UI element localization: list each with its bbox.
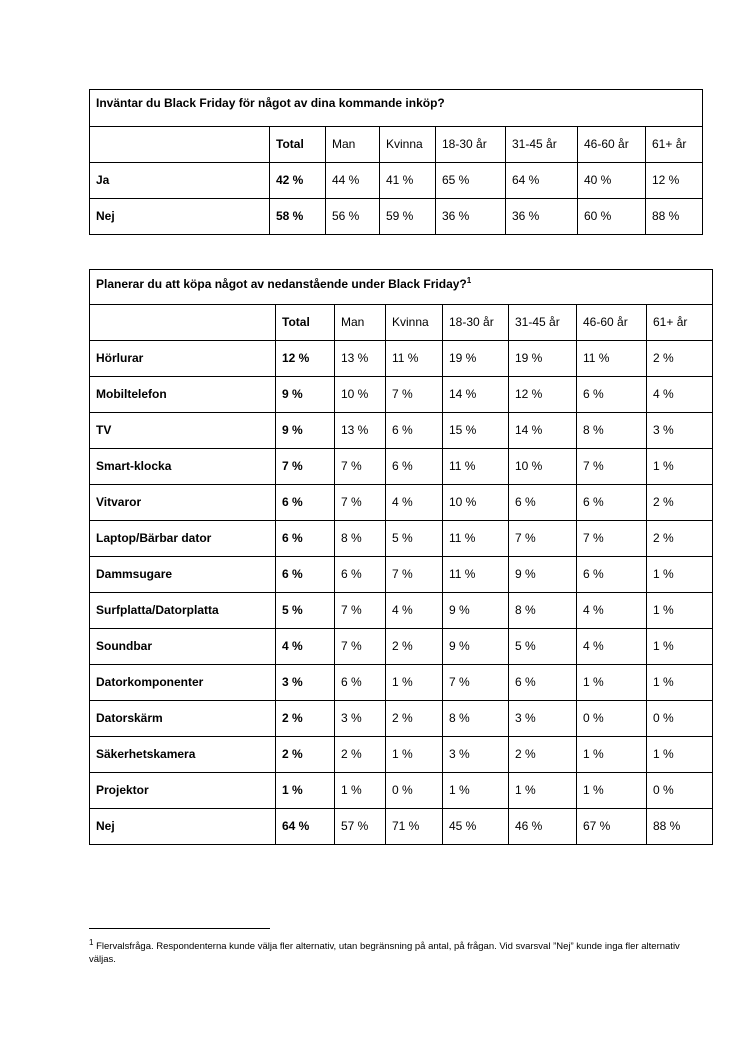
cell-value: 2 % — [647, 521, 713, 557]
cell-total: 6 % — [276, 521, 335, 557]
row-label: Vitvaror — [90, 485, 276, 521]
cell-total: 64 % — [276, 809, 335, 845]
cell-value: 3 % — [443, 737, 509, 773]
cell-value: 6 % — [577, 485, 647, 521]
cell-value: 3 % — [647, 413, 713, 449]
row-label: Dammsugare — [90, 557, 276, 593]
header-46-60: 46-60 år — [578, 127, 646, 163]
header-kvinna: Kvinna — [386, 305, 443, 341]
cell-total: 4 % — [276, 629, 335, 665]
header-total: Total — [276, 305, 335, 341]
table-row — [90, 413, 713, 449]
row-label: Nej — [90, 809, 276, 845]
row-label: Smart-klocka — [90, 449, 276, 485]
header-man: Man — [335, 305, 386, 341]
row-label: Mobiltelefon — [90, 377, 276, 413]
cell-value: 88 % — [647, 809, 713, 845]
table-row — [90, 665, 713, 701]
cell-value: 11 % — [443, 557, 509, 593]
cell-value: 44 % — [326, 163, 380, 199]
cell-value: 12 % — [646, 163, 703, 199]
cell-value: 10 % — [335, 377, 386, 413]
header-46-60: 46-60 år — [577, 305, 647, 341]
cell-value: 8 % — [509, 593, 577, 629]
footnote-ref: 1 — [466, 276, 472, 285]
table-row — [90, 593, 713, 629]
cell-value: 7 % — [335, 593, 386, 629]
cell-total: 6 % — [276, 485, 335, 521]
cell-value: 56 % — [326, 199, 380, 235]
cell-value: 6 % — [577, 377, 647, 413]
cell-value: 3 % — [335, 701, 386, 737]
cell-value: 12 % — [509, 377, 577, 413]
cell-value: 71 % — [386, 809, 443, 845]
footnote-separator — [89, 928, 270, 929]
cell-value: 6 % — [577, 557, 647, 593]
cell-value: 6 % — [509, 485, 577, 521]
cell-value: 1 % — [647, 593, 713, 629]
cell-value: 4 % — [647, 377, 713, 413]
table-title — [90, 270, 713, 305]
cell-value: 1 % — [443, 773, 509, 809]
cell-value: 13 % — [335, 413, 386, 449]
table-body — [90, 341, 713, 845]
cell-value: 19 % — [509, 341, 577, 377]
row-label: Projektor — [90, 773, 276, 809]
table-title: Inväntar du Black Friday för något av dina kommande inköp? — [90, 90, 703, 127]
cell-value: 3 % — [509, 701, 577, 737]
cell-value: 9 % — [443, 593, 509, 629]
table-row — [90, 773, 713, 809]
row-label: Soundbar — [90, 629, 276, 665]
row-label: Hörlurar — [90, 341, 276, 377]
row-label: Datorskärm — [90, 701, 276, 737]
header-18-30: 18-30 år — [436, 127, 506, 163]
cell-value: 6 % — [335, 557, 386, 593]
table-row — [90, 737, 713, 773]
cell-value: 88 % — [646, 199, 703, 235]
cell-value: 9 % — [443, 629, 509, 665]
cell-value: 14 % — [443, 377, 509, 413]
cell-value: 7 % — [386, 377, 443, 413]
cell-total: 3 % — [276, 665, 335, 701]
cell-value: 2 % — [335, 737, 386, 773]
cell-value: 46 % — [509, 809, 577, 845]
cell-value: 10 % — [443, 485, 509, 521]
cell-value: 7 % — [443, 665, 509, 701]
row-label: Ja — [90, 163, 270, 199]
cell-value: 41 % — [380, 163, 436, 199]
cell-total: 12 % — [276, 341, 335, 377]
cell-value: 5 % — [386, 521, 443, 557]
header-total: Total — [270, 127, 326, 163]
cell-value: 7 % — [509, 521, 577, 557]
cell-value: 36 % — [506, 199, 578, 235]
footnote-text: Flervalsfråga. Respondenterna kunde välja fler alternativ, utan begränsning på antal, på frågan. Vid svarsval ”Nej” kunde inga fler alternativ väljas. — [89, 941, 680, 966]
row-label: Nej — [90, 199, 270, 235]
header-31-45: 31-45 år — [509, 305, 577, 341]
cell-value: 11 % — [443, 449, 509, 485]
cell-value: 1 % — [647, 449, 713, 485]
table-row — [90, 449, 713, 485]
cell-total: 1 % — [276, 773, 335, 809]
cell-value: 60 % — [578, 199, 646, 235]
cell-value: 4 % — [577, 629, 647, 665]
cell-value: 6 % — [386, 449, 443, 485]
cell-value: 1 % — [386, 665, 443, 701]
cell-value: 1 % — [647, 557, 713, 593]
cell-value: 1 % — [577, 773, 647, 809]
cell-value: 45 % — [443, 809, 509, 845]
header-empty — [90, 305, 276, 341]
table-row — [90, 701, 713, 737]
cell-value: 19 % — [443, 341, 509, 377]
cell-value: 5 % — [509, 629, 577, 665]
cell-value: 11 % — [443, 521, 509, 557]
table-black-friday-waiting — [89, 89, 703, 235]
cell-value: 7 % — [335, 629, 386, 665]
cell-value: 13 % — [335, 341, 386, 377]
table-row — [90, 485, 713, 521]
cell-value: 14 % — [509, 413, 577, 449]
cell-value: 1 % — [647, 665, 713, 701]
cell-value: 2 % — [647, 485, 713, 521]
cell-value: 8 % — [335, 521, 386, 557]
cell-total: 58 % — [270, 199, 326, 235]
cell-total: 7 % — [276, 449, 335, 485]
header-empty — [90, 127, 270, 163]
cell-total: 9 % — [276, 377, 335, 413]
footnote — [89, 936, 689, 966]
cell-value: 0 % — [647, 701, 713, 737]
table-header-row — [90, 127, 703, 163]
cell-value: 1 % — [509, 773, 577, 809]
cell-total: 6 % — [276, 557, 335, 593]
header-man: Man — [326, 127, 380, 163]
cell-value: 6 % — [335, 665, 386, 701]
cell-value: 0 % — [647, 773, 713, 809]
cell-value: 11 % — [577, 341, 647, 377]
table-row — [90, 629, 713, 665]
cell-value: 64 % — [506, 163, 578, 199]
cell-value: 1 % — [335, 773, 386, 809]
cell-value: 57 % — [335, 809, 386, 845]
table-row — [90, 377, 713, 413]
cell-total: 2 % — [276, 701, 335, 737]
table-header-row — [90, 305, 713, 341]
cell-value: 67 % — [577, 809, 647, 845]
table-row — [90, 521, 713, 557]
table-row — [90, 199, 703, 235]
cell-value: 15 % — [443, 413, 509, 449]
table-black-friday-purchases — [89, 269, 713, 845]
cell-value: 1 % — [577, 737, 647, 773]
footnote-marker: 1 — [89, 938, 94, 947]
cell-value: 7 % — [386, 557, 443, 593]
cell-value: 7 % — [577, 449, 647, 485]
cell-total: 5 % — [276, 593, 335, 629]
row-label: Laptop/Bärbar dator — [90, 521, 276, 557]
row-label: Säkerhetskamera — [90, 737, 276, 773]
cell-value: 8 % — [443, 701, 509, 737]
cell-value: 1 % — [577, 665, 647, 701]
title-text: Planerar du att köpa något av nedanstående under Black Friday? — [96, 277, 467, 291]
cell-value: 7 % — [577, 521, 647, 557]
cell-value: 2 % — [509, 737, 577, 773]
row-label: Surfplatta/Datorplatta — [90, 593, 276, 629]
row-label: Datorkomponenter — [90, 665, 276, 701]
cell-value: 4 % — [577, 593, 647, 629]
cell-value: 2 % — [386, 701, 443, 737]
cell-value: 8 % — [577, 413, 647, 449]
cell-value: 0 % — [577, 701, 647, 737]
header-61-plus: 61+ år — [646, 127, 703, 163]
cell-value: 6 % — [509, 665, 577, 701]
header-18-30: 18-30 år — [443, 305, 509, 341]
cell-value: 4 % — [386, 593, 443, 629]
cell-value: 4 % — [386, 485, 443, 521]
header-61-plus: 61+ år — [647, 305, 713, 341]
table-row — [90, 809, 713, 845]
cell-value: 9 % — [509, 557, 577, 593]
cell-value: 1 % — [647, 737, 713, 773]
cell-total: 2 % — [276, 737, 335, 773]
cell-value: 7 % — [335, 449, 386, 485]
table-row — [90, 163, 703, 199]
cell-value: 65 % — [436, 163, 506, 199]
cell-value: 10 % — [509, 449, 577, 485]
table-row — [90, 341, 713, 377]
cell-value: 2 % — [386, 629, 443, 665]
header-kvinna: Kvinna — [380, 127, 436, 163]
cell-value: 40 % — [578, 163, 646, 199]
header-31-45: 31-45 år — [506, 127, 578, 163]
row-label: TV — [90, 413, 276, 449]
table-row — [90, 557, 713, 593]
cell-value: 6 % — [386, 413, 443, 449]
cell-value: 1 % — [386, 737, 443, 773]
cell-value: 11 % — [386, 341, 443, 377]
cell-value: 0 % — [386, 773, 443, 809]
cell-value: 2 % — [647, 341, 713, 377]
cell-value: 36 % — [436, 199, 506, 235]
cell-value: 59 % — [380, 199, 436, 235]
cell-total: 42 % — [270, 163, 326, 199]
cell-value: 7 % — [335, 485, 386, 521]
cell-total: 9 % — [276, 413, 335, 449]
cell-value: 1 % — [647, 629, 713, 665]
